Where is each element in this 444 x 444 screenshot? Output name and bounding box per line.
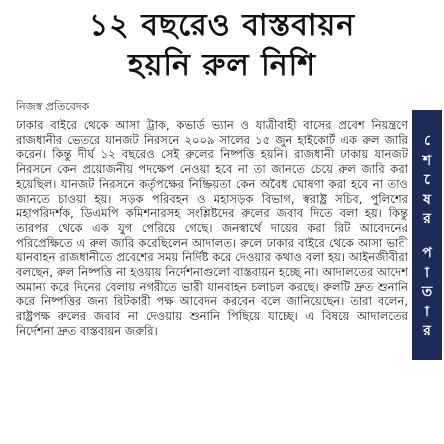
headline-line-1: ১২ বছরেও বাস্তবায়ন [88, 8, 356, 43]
article-body [16, 118, 408, 339]
headline [0, 8, 444, 84]
byline: নিজস্ব প্রতিবেদক [16, 100, 90, 113]
side-strip [397, 110, 442, 360]
headline-line-2: হয়নি রুল নিশি [127, 48, 316, 83]
side-strip-label: শেষের পাতার পর [397, 130, 435, 340]
article-paragraph: ঢাকার বাইরে থেকে আসা ট্রাক, কভার্ড ভ্যান ও যাত্রীবাহী বাসের প্রবেশ নিয়ন্ত্রণে রাজধানীর ভেতরে যানজট নিরসনে ২০০৯ সালের ১৫ জুন হাইকোর্ট এক রুল জারি করেন। কিন্তু দীর্ঘ ১২ বছরেও সেই রুলের নিষ্পত্তি হয়নি। রাজধানী ঢাকায় যানজট নিরসনে কেন প্রয়োজনীয় পদক্ষেপ নেওয়া হবে না তা জানতে চেয়ে রুল জারি করা হয়েছিল। যানজট নিরসনে কর্তৃপক্ষের নিষ্ক্রিয়তা কেন অবৈধ ঘোষণা করা হবে না তাও জানতে চাওয়া হয়। সড়ক পরিবহন ও মহাসড়ক বিভাগ, স্বরাষ্ট্র সচিব, পুলিশের মহাপরিদর্শক, ডিএমপি কমিশনারসহ সংশ্লিষ্টদের রুলের জবাব দিতে বলা হয়। কিন্তু তারপর থেকে এক যুগ পেরিয়ে গেছে। জনস্বার্থে দায়ের করা রিট আবেদনের পরিপ্রেক্ষিতে এ রুল জারি করেছিলেন আদালত। রুলে ঢাকার বাইরে থেকে আসা ভারী যানবাহন রাজধানীতে প্রবেশের সময় নির্দিষ্ট করে দেওয়ার কথাও বলা হয়। আইনজীবীরা বলছেন, রুল নিষ্পত্তি না হওয়ায় নির্দেশনাগুলো বাস্তবায়ন হচ্ছে না। আদালতের আদেশ অমান্য করে দিনের বেলায় নগরীতে ভারী যানবাহন চলাচল করছে। রুলটি দ্রুত শুনানি করে নিষ্পত্তির জন্য রিটকারী পক্ষ আবেদন করবেন বলে জানিয়েছেন। তারা বলেন, রাষ্ট্রপক্ষ রুলের জবাব না দেওয়ায় শুনানি পিছিয়ে যাচ্ছে। এ বিষয়ে আদালতের নির্দেশনা দ্রুত বাস্তবায়ন জরুরি। [16, 118, 408, 338]
